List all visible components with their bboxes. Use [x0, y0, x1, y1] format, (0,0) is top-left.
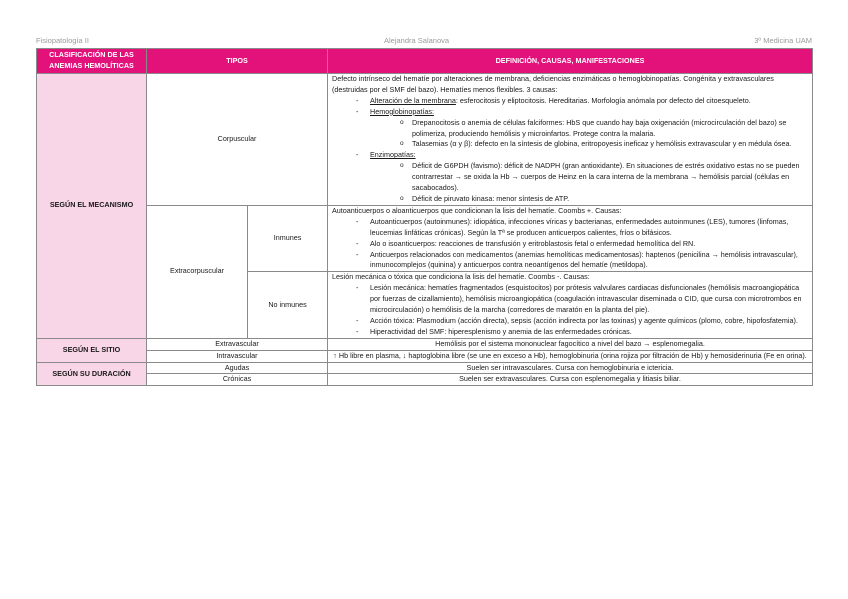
col-header-types: TIPOS [147, 49, 328, 74]
col-header-classification: CLASIFICACIÓN DE LAS ANEMIAS HEMOLÍTICAS [37, 49, 147, 74]
table-row [37, 350, 813, 362]
list-item: - Anticuerpos relacionados con medicamentos (anemias hemolíticas medicamentosas): haptenos (penicilina → hemólisis intravascular), inmunocomplejos (quinina) y anticuerpos contra neoantígenos del hematíe (metildopa). [370, 250, 808, 272]
definition-extravascular: Hemólisis por el sistema mononuclear fagocítico a nivel del bazo → esplenomegalia. [328, 338, 813, 350]
category-duration: SEGÚN SU DURACIÓN [37, 362, 147, 386]
page-header [36, 36, 812, 48]
list-item: - Alo o isoanticuerpos: reacciones de transfusión y eritroblastosis fetal o enfermedad hemolítica del RN. [370, 239, 808, 250]
col-header-definition: DEFINICIÓN, CAUSAS, MANIFESTACIONES [328, 49, 813, 74]
table-row [37, 374, 813, 386]
list-item: o Déficit de piruvato kinasa: menor síntesis de ATP. [412, 194, 808, 205]
type-acute: Agudas [147, 362, 328, 374]
type-chronic: Crónicas [147, 374, 328, 386]
corpuscular-intro: Defecto intrínseco del hematíe por alteraciones de membrana, deficiencias enzimáticas o hemoglobinopatías. Congénita y extravasculares (destruidas por el SMF del bazo). Hematíes menos flexibles. 3 causas: [332, 74, 774, 94]
definition-acute: Suelen ser intravasculares. Cursa con hemoglobinuria e ictericia. [328, 362, 813, 374]
list-item: o Drepanocitosis o anemia de células falciformes: HbS que cuando hay baja oxigenación (microcirculación del bazo) se polimeriza, produciendo hemólisis y microinfartos. Protege contra la malaria. [412, 118, 808, 140]
course-year: 3º Medicina UAM [754, 36, 812, 45]
subtype-non-immune: No inmunes [248, 272, 328, 338]
table-row [37, 205, 813, 271]
table-row [37, 362, 813, 374]
table-row [37, 338, 813, 350]
list-item: - Enzimopatías: o Déficit de G6PDH (favismo): déficit de NADPH (gran antioxidante). En situaciones de estrés oxidativo estas no se pueden contrarrestar → se oxida la Hb → cuerpos de Heinz en la cara interna de la membrana → hemólisis parcial (células en sacabocados). o Déficit de piruvato kinasa: menor síntesis de ATP. [370, 150, 808, 205]
type-extracorpuscular: Extracorpuscular [147, 205, 248, 338]
definition-intravascular: ↑ Hb libre en plasma, ↓ haptoglobina libre (se une en exceso a Hb), hemoglobinuria (orina rojiza por filtración de Hb) y hemosiderinuria (Fe en orina). [328, 350, 813, 362]
definition-corpuscular [328, 74, 813, 206]
hemolytic-anemia-table [36, 48, 813, 386]
course-title: Fisiopatología II [36, 36, 89, 45]
list-item: - Alteración de la membrana: esferocitosis y eliptocitosis. Hereditarias. Morfología anómala por defecto del citoesqueleto. [370, 96, 808, 107]
list-item: - Lesión mecánica: hematíes fragmentados (esquistocitos) por prótesis valvulares cardiacas disfuncionales (hemólisis macroangiopática por fuerzas de cizallamiento), hemólisis microangiopática (coagulación intravascular diseminada o CID, que cursa con microtrombos en microcirculación) o hemólisis de la marcha (corredores de maratón en la planta del pie). [370, 283, 808, 316]
definition-non-immune [328, 272, 813, 338]
category-mechanism: SEGÚN EL MECANISMO [37, 74, 147, 339]
immune-intro: Autoanticuerpos o aloanticuerpos que condicionan la lisis del hematíe. Coombs +. Causas: [332, 205, 622, 215]
type-corpuscular: Corpuscular [147, 74, 328, 206]
list-item: - Autoanticuerpos (autoinmunes): idiopática, infecciones víricas y bacterianas, enfermedades autoinmunes (LES), tumores (linfomas, leucemias linfáticas crónicas). Según la Tª se producen anticuerpos calientes, fríos o bifásicos. [370, 217, 808, 239]
table-header-row [37, 49, 813, 74]
author-name: Alejandra Salanova [384, 36, 450, 45]
list-item: o Déficit de G6PDH (favismo): déficit de NADPH (gran antioxidante). En situaciones de estrés oxidativo estas no se pueden contrarrestar → se oxida la Hb → cuerpos de Heinz en la cara interna de la membrana → hemólisis parcial (células en sacabocados). [412, 161, 808, 194]
subtype-immune: Inmunes [248, 205, 328, 271]
type-extravascular: Extravascular [147, 338, 328, 350]
list-item: o Talasemias (α y β): defecto en la síntesis de globina, eritropoyesis ineficaz y hemólisis extravascular y en médula ósea. [412, 139, 808, 150]
non-immune-intro: Lesión mecánica o tóxica que condiciona la lisis del hematíe. Coombs -. Causas: [332, 272, 590, 282]
definition-chronic: Suelen ser extravasculares. Cursa con esplenomegalia y litiasis biliar. [328, 374, 813, 386]
table-row [37, 74, 813, 206]
list-item: - Hiperactividad del SMF: hiperesplenismo y anemia de las enfermedades crónicas. [370, 327, 808, 338]
list-item: - Acción tóxica: Plasmodium (acción directa), sepsis (acción indirecta por las toxinas) y agente químicos (plomo, cobre, hipofosfatemia). [370, 316, 808, 327]
category-site: SEGÚN EL SITIO [37, 338, 147, 362]
definition-immune [328, 205, 813, 271]
list-item: - Hemoglobinopatías: o Drepanocitosis o anemia de células falciformes: HbS que cuando hay baja oxigenación (microcirculación del bazo) se polimeriza, produciendo hemólisis y microinfartos. Protege contra la malaria. o Talasemias (α y β): defecto en la síntesis de globina, eritropoyesis ineficaz y hemólisis extravascular y en médula ósea. [370, 107, 808, 151]
type-intravascular: Intravascular [147, 350, 328, 362]
